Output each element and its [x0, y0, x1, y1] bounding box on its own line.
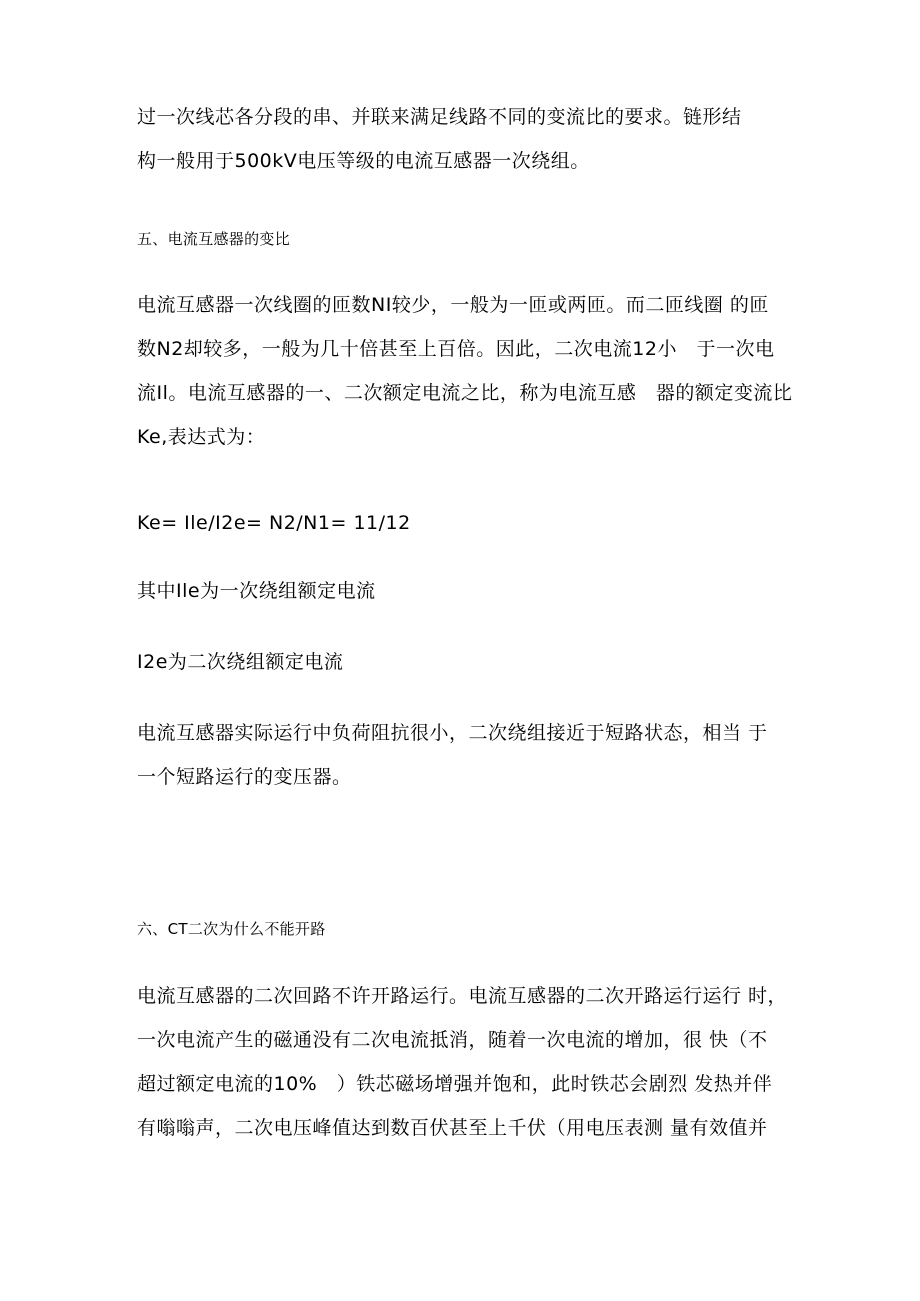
formula-line: Ke= Ile/I2e= N2/N1= 11/12 — [137, 512, 411, 534]
paragraph-line: 电流互感器的二次回路不许开路运行。电流互感器的二次开路运行运行 时， — [137, 985, 788, 1007]
paragraph-open-circuit — [137, 974, 787, 1150]
paragraph-line: 构一般用于500kV电压等级的电流互感器一次绕组。 — [137, 150, 590, 172]
paragraph-turns-ratio — [137, 283, 792, 459]
paragraph-line: 有嗡嗡声，二次电压峰值达到数百伏甚至上千伏（用电压表测 量有效值并 — [137, 1117, 768, 1139]
paragraph-line: 电流互感器一次线圈的匝数NI较少，一般为一匝或两匝。而二匝线圈 的匝 — [137, 294, 769, 316]
paragraph-line: 流Il。电流互感器的一、二次额定电流之比，称为电流互感 器的额定变流比 — [137, 382, 793, 404]
paragraph-line: 电流互感器实际运行中负荷阻抗很小，二次绕组接近于短路状态，相当 于 — [137, 722, 768, 744]
paragraph-line: 超过额定电流的10% ）铁芯磁场增强并饱和，此时铁芯会剧烈 发热并伴 — [137, 1073, 773, 1095]
paragraph-load-impedance — [137, 711, 768, 799]
section-heading-5: 五、电流互感器的变比 — [137, 230, 291, 248]
paragraph-winding-structure — [137, 95, 742, 183]
paragraph-line: Ke,表达式为： — [137, 426, 266, 448]
paragraph-line: 数N2却较多，一般为几十倍甚至上百倍。因此，二次电流12小 于一次电 — [137, 338, 775, 360]
section-heading-6: 六、CT二次为什么不能开路 — [137, 920, 326, 938]
definition-primary-current: 其中Ile为一次绕组额定电流 — [137, 580, 376, 602]
definition-secondary-current: I2e为二次绕组额定电流 — [137, 651, 344, 673]
paragraph-line: 一个短路运行的变压器。 — [137, 766, 352, 788]
paragraph-line: 一次电流产生的磁通没有二次电流抵消，随着一次电流的增加，很 快（不 — [137, 1029, 768, 1051]
paragraph-line: 过一次线芯各分段的串、并联来满足线路不同的变流比的要求。链形结 — [137, 106, 742, 128]
